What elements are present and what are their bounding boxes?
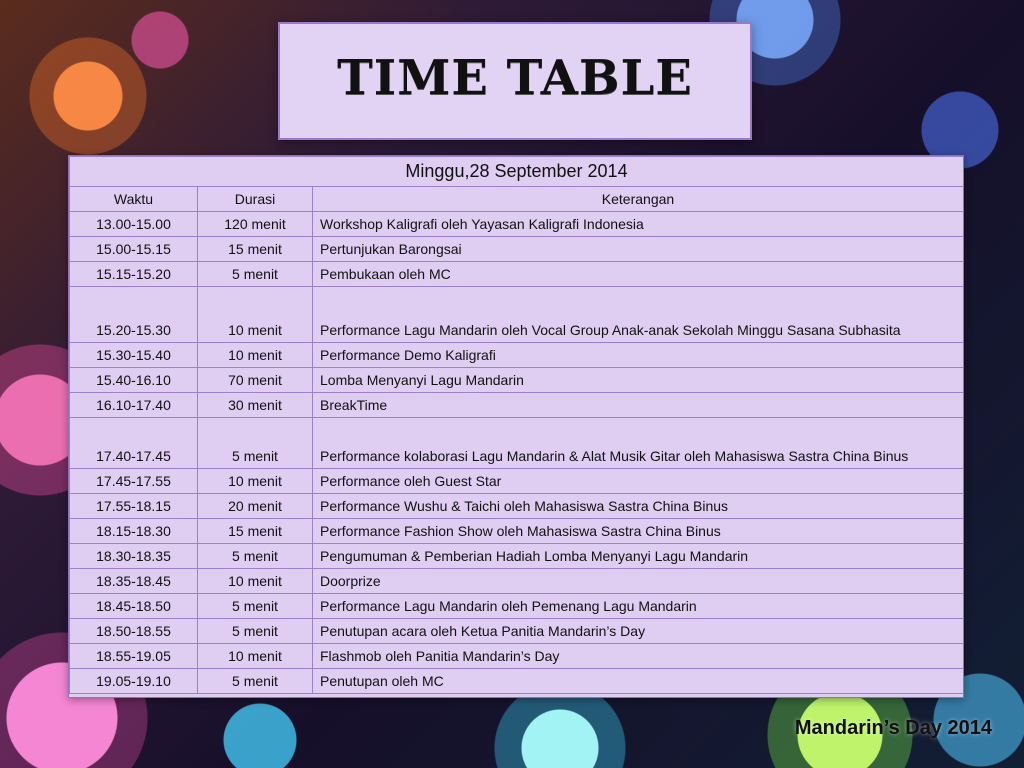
schedule-date: Minggu,28 September 2014	[70, 157, 964, 187]
table-cell-waktu: 13.00-15.00	[70, 212, 198, 237]
table-cell-keterangan: BreakTime	[313, 393, 964, 418]
table-row	[70, 212, 964, 237]
table-cell-waktu: 15.20-15.30	[70, 287, 198, 343]
table-cell-durasi: 20 menit	[198, 494, 313, 519]
table-cell-keterangan: Performance Fashion Show oleh Mahasiswa Sastra China Binus	[313, 519, 964, 544]
table-cell-keterangan: Pembukaan oleh MC	[313, 262, 964, 287]
table-cell-durasi: 10 menit	[198, 469, 313, 494]
table-cell-durasi: 10 menit	[198, 569, 313, 594]
table-row	[70, 368, 964, 393]
table-cell-keterangan: Performance Wushu & Taichi oleh Mahasiswa Sastra China Binus	[313, 494, 964, 519]
table-row	[70, 494, 964, 519]
table-cell-keterangan: Flashmob oleh Panitia Mandarin’s Day	[313, 644, 964, 669]
table-cell-durasi: 15 menit	[198, 237, 313, 262]
table-cell-keterangan: Pengumuman & Pemberian Hadiah Lomba Menyanyi Lagu Mandarin	[313, 544, 964, 569]
table-row	[70, 418, 964, 469]
table-cell-keterangan: Penutupan acara oleh Ketua Panitia Mandarin’s Day	[313, 619, 964, 644]
table-cell-waktu: 18.35-18.45	[70, 569, 198, 594]
table-cell-durasi: 5 menit	[198, 669, 313, 694]
table-cell-waktu: 15.30-15.40	[70, 343, 198, 368]
column-header-waktu: Waktu	[70, 187, 198, 212]
table-cell-keterangan: Performance oleh Guest Star	[313, 469, 964, 494]
table-cell-keterangan: Performance Lagu Mandarin oleh Vocal Group Anak-anak Sekolah Minggu Sasana Subhasita	[313, 287, 964, 343]
table-cell-waktu: 15.15-15.20	[70, 262, 198, 287]
column-header-durasi: Durasi	[198, 187, 313, 212]
table-cell-waktu: 18.30-18.35	[70, 544, 198, 569]
table-cell-durasi: 120 menit	[198, 212, 313, 237]
table-cell-keterangan: Workshop Kaligrafi oleh Yayasan Kaligrafi Indonesia	[313, 212, 964, 237]
table-cell-waktu: 17.45-17.55	[70, 469, 198, 494]
table-row	[70, 237, 964, 262]
schedule-body	[70, 212, 964, 694]
table-row	[70, 644, 964, 669]
table-cell-waktu: 17.40-17.45	[70, 418, 198, 469]
table-cell-durasi: 5 menit	[198, 262, 313, 287]
table-cell-durasi: 30 menit	[198, 393, 313, 418]
table-cell-waktu: 19.05-19.10	[70, 669, 198, 694]
table-cell-durasi: 70 menit	[198, 368, 313, 393]
table-row	[70, 619, 964, 644]
table-row	[70, 287, 964, 343]
table-cell-keterangan: Pertunjukan Barongsai	[313, 237, 964, 262]
table-cell-keterangan: Penutupan oleh MC	[313, 669, 964, 694]
table-row	[70, 669, 964, 694]
table-cell-waktu: 16.10-17.40	[70, 393, 198, 418]
table-cell-durasi: 10 menit	[198, 287, 313, 343]
table-cell-waktu: 18.50-18.55	[70, 619, 198, 644]
table-row	[70, 343, 964, 368]
date-header-row	[70, 157, 964, 187]
table-row	[70, 469, 964, 494]
table-cell-keterangan: Performance Demo Kaligrafi	[313, 343, 964, 368]
table-row	[70, 594, 964, 619]
table-cell-durasi: 15 menit	[198, 519, 313, 544]
schedule-table-panel	[68, 155, 964, 698]
table-cell-durasi: 10 menit	[198, 343, 313, 368]
table-cell-keterangan: Lomba Menyanyi Lagu Mandarin	[313, 368, 964, 393]
table-cell-waktu: 17.55-18.15	[70, 494, 198, 519]
table-row	[70, 544, 964, 569]
table-cell-durasi: 5 menit	[198, 619, 313, 644]
footer-event-name: Mandarin’s Day 2014	[794, 717, 992, 739]
table-cell-durasi: 10 menit	[198, 644, 313, 669]
table-cell-waktu: 18.15-18.30	[70, 519, 198, 544]
table-cell-waktu: 15.00-15.15	[70, 237, 198, 262]
schedule-table	[69, 156, 964, 694]
column-header-keterangan: Keterangan	[313, 187, 964, 212]
table-cell-durasi: 5 menit	[198, 594, 313, 619]
table-row	[70, 519, 964, 544]
table-cell-waktu: 18.55-19.05	[70, 644, 198, 669]
title-banner	[278, 22, 752, 140]
table-row	[70, 569, 964, 594]
column-header-row	[70, 187, 964, 212]
table-row	[70, 393, 964, 418]
table-cell-keterangan: Performance kolaborasi Lagu Mandarin & Alat Musik Gitar oleh Mahasiswa Sastra China Binus	[313, 418, 964, 469]
table-cell-durasi: 5 menit	[198, 418, 313, 469]
table-cell-durasi: 5 menit	[198, 544, 313, 569]
table-cell-keterangan: Doorprize	[313, 569, 964, 594]
page-title: TIME TABLE	[337, 50, 693, 106]
table-cell-waktu: 15.40-16.10	[70, 368, 198, 393]
table-cell-keterangan: Performance Lagu Mandarin oleh Pemenang Lagu Mandarin	[313, 594, 964, 619]
table-cell-waktu: 18.45-18.50	[70, 594, 198, 619]
table-row	[70, 262, 964, 287]
